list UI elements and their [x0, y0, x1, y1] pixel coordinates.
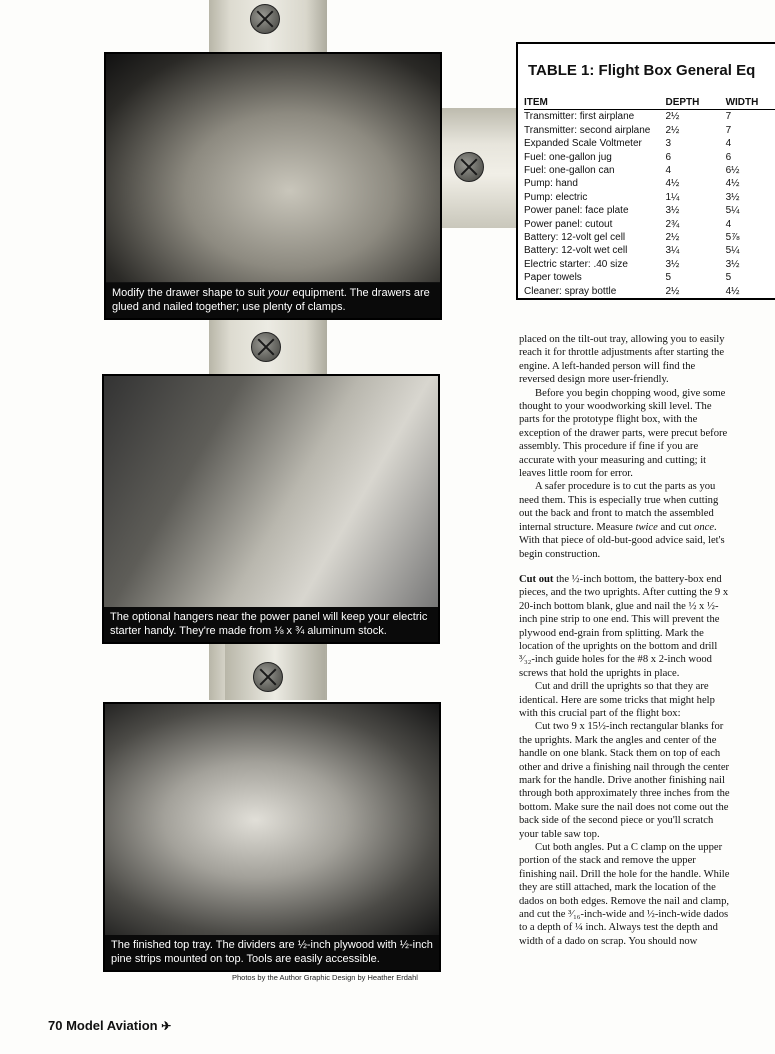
table-row: Transmitter: second airplane 2½ 7 [524, 124, 732, 136]
photo-drawer-clamps [104, 52, 442, 320]
article-paragraph: Cut out the ½-inch bottom, the battery-box end pieces, and the two uprights. After cutting the 9 x 20-inch bottom blank, glue and nail the ½ x ½-inch pine strip to one end. This will prevent the plywood end-grain from splitting. Mark the location of the uprights on the bottom and drill ³⁄₃₂-inch guide holes for the #8 x 2-inch wood screws that hold the uprights in place. [519, 573, 729, 679]
section-lead: Cut out [519, 573, 554, 585]
screw-head-icon [253, 662, 283, 692]
photo-caption: The finished top tray. The dividers are ½-inch plywood with ½-inch pine strips mounted on top. Tools are easily accessible. [105, 935, 439, 970]
article-paragraph: Cut two 9 x 15½-inch rectangular blanks for the uprights. Mark the angles and center of the handle on one blank. Stack them on top of each other and drive a finishing nail through the center mark for the handle. Drive another finishing nail through both approximately three inches from the bottom. Make sure the nail does not come out the back side of the second piece or you'll scratch your table saw top. [519, 721, 730, 840]
table-row: Expanded Scale Voltmeter 3 4 [524, 138, 732, 150]
airplane-icon: ✈ [161, 1019, 172, 1033]
photo-image-drawer [106, 54, 440, 282]
column-header-width: WIDTH [726, 96, 775, 110]
article-paragraph: placed on the tilt-out tray, allowing you to easily reach it for throttle adjustments after starting the engine. A left-handed person will find the reversed design more user-friendly. [519, 334, 725, 386]
page-footer [48, 1018, 171, 1033]
table-title: TABLE 1: Flight Box General Eq [528, 62, 756, 79]
table-row: Power panel: cutout 2¾ 4 [524, 218, 732, 230]
table-row: Power panel: face plate 3½ 5¼ [524, 205, 740, 217]
article-paragraph: Before you begin chopping wood, give some thought to your woodworking skill level. The parts for the prototype flight box, with the exception of the drawer parts, were precut before assembly. This procedure if fine if you are accurate with your measuring and cutting; it leaves little room for error. [519, 387, 728, 480]
table-row: Paper towels 5 5 [524, 272, 732, 284]
photo-credits: Photos by the Author Graphic Design by Heather Erdahl [232, 973, 418, 982]
equipment-table-box [516, 42, 775, 300]
column-header-item: ITEM [524, 96, 665, 110]
screw-head-icon [250, 4, 280, 34]
article-paragraph: Cut and drill the uprights so that they are identical. Here are some tricks that might help with this crucial part of the flight box: [519, 681, 715, 719]
page-number: 70 [48, 1018, 63, 1033]
table-row: Electric starter: .40 size 3½ 3½ [524, 258, 740, 270]
photo-caption: The optional hangers near the power panel will keep your electric starter handy. They're made from ⅛ x ¾ aluminum stock. [104, 607, 438, 642]
screw-head-icon [454, 152, 484, 182]
photo-image-power-panel [104, 376, 438, 608]
table-row: Pump: hand 4½ 4½ [524, 178, 740, 190]
table-row: Pump: electric 1¼ 3½ [524, 191, 740, 203]
table-row: Fuel: one-gallon can 4 6½ [524, 165, 740, 177]
screw-head-icon [251, 332, 281, 362]
photo-top-tray [103, 702, 441, 972]
table-row: Battery: 12-volt wet cell 3¼ 5¼ [524, 245, 740, 257]
magazine-name: Model Aviation [66, 1018, 158, 1033]
article-body [519, 333, 733, 948]
article-paragraph: Cut both angles. Put a C clamp on the upper portion of the stack and remove the upper finishing nail. Drill the hole for the handle. While they are still attached, mark the location of the dados on both edges. Remove the nail and clamp, and cut the ³⁄₁₆-inch-wide and ½-inch-wide dados to a depth of ¼ inch. Always test the depth and width of a dado on scrap. You should now [519, 842, 730, 947]
table-row: Battery: 12-volt gel cell 2½ 5⅞ [524, 232, 740, 244]
article-paragraph: A safer procedure is to cut the parts as you need them. This is especially true when cutting out the back and front to match the assembled internal structure. Measure twice and cut once. With that piece of old-but-good advice said, let's begin construction. [519, 481, 725, 560]
photo-power-panel [102, 374, 440, 644]
table-row: Fuel: one-gallon jug 6 6 [524, 151, 732, 163]
table-row: Transmitter: first airplane 2½ 7 [524, 111, 732, 123]
table-row: Cleaner: spray bottle 2½ 4½ [524, 285, 740, 297]
equipment-table [524, 96, 775, 298]
photo-image-top-tray [105, 704, 439, 936]
column-header-depth: DEPTH [665, 96, 725, 110]
photo-caption: Modify the drawer shape to suit your equipment. The drawers are glued and nailed together; use plenty of clamps. [106, 283, 440, 318]
